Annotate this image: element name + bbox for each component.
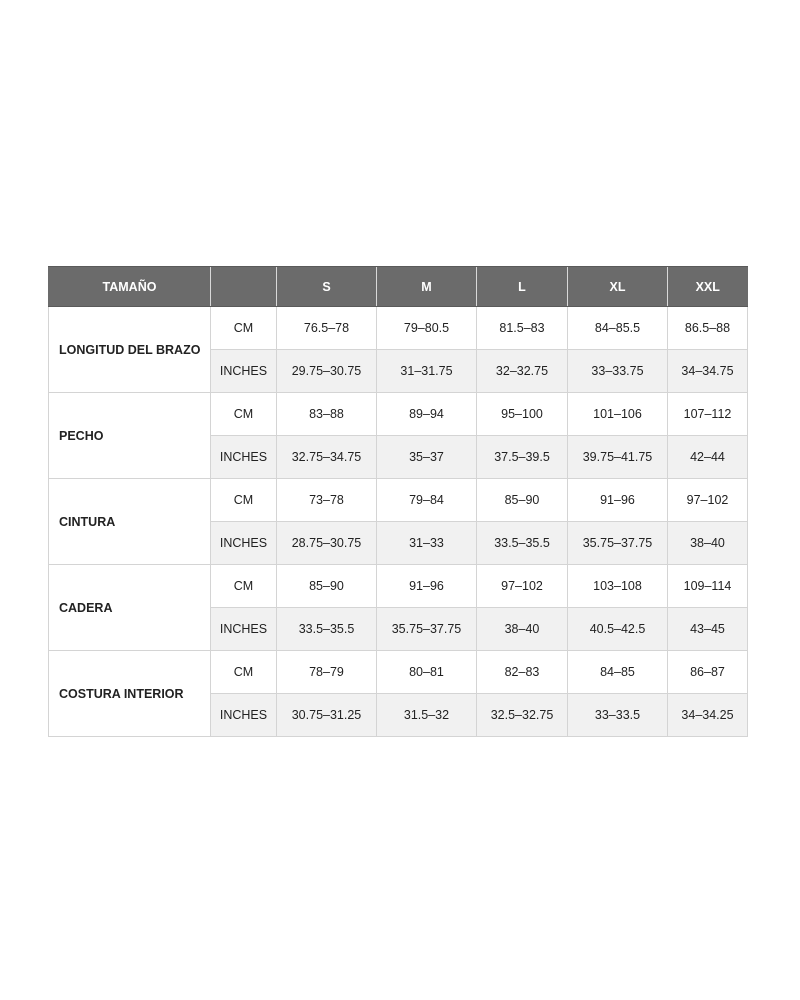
unit-label: CM bbox=[211, 565, 277, 608]
table-cell: 79–84 bbox=[377, 479, 477, 522]
header-row bbox=[49, 267, 748, 307]
table-cell: 86–87 bbox=[668, 651, 748, 694]
table-row bbox=[49, 393, 748, 436]
table-cell: 76.5–78 bbox=[277, 307, 377, 350]
table-cell: 79–80.5 bbox=[377, 307, 477, 350]
table-cell: 101–106 bbox=[568, 393, 668, 436]
table-cell: 33.5–35.5 bbox=[277, 608, 377, 651]
table-cell: 85–90 bbox=[277, 565, 377, 608]
table-cell: 32.75–34.75 bbox=[277, 436, 377, 479]
table-cell: 73–78 bbox=[277, 479, 377, 522]
table-cell: 29.75–30.75 bbox=[277, 350, 377, 393]
table-cell: 40.5–42.5 bbox=[568, 608, 668, 651]
unit-label: CM bbox=[211, 307, 277, 350]
table-row bbox=[49, 565, 748, 608]
table-cell: 35–37 bbox=[377, 436, 477, 479]
unit-label: INCHES bbox=[211, 436, 277, 479]
measurement-label: CINTURA bbox=[49, 479, 211, 565]
table-cell: 80–81 bbox=[377, 651, 477, 694]
measurement-label: PECHO bbox=[49, 393, 211, 479]
header-size-xxl: XXL bbox=[668, 267, 748, 307]
table-cell: 85–90 bbox=[477, 479, 568, 522]
table-cell: 37.5–39.5 bbox=[477, 436, 568, 479]
table-cell: 95–100 bbox=[477, 393, 568, 436]
unit-label: CM bbox=[211, 651, 277, 694]
table-cell: 33–33.75 bbox=[568, 350, 668, 393]
unit-label: INCHES bbox=[211, 522, 277, 565]
table-cell: 84–85 bbox=[568, 651, 668, 694]
table-cell: 34–34.25 bbox=[668, 694, 748, 737]
table-cell: 42–44 bbox=[668, 436, 748, 479]
table-cell: 97–102 bbox=[477, 565, 568, 608]
unit-label: CM bbox=[211, 479, 277, 522]
table-cell: 82–83 bbox=[477, 651, 568, 694]
table-body bbox=[49, 307, 748, 737]
table-cell: 38–40 bbox=[477, 608, 568, 651]
measurement-label: LONGITUD DEL BRAZO bbox=[49, 307, 211, 393]
table-row bbox=[49, 651, 748, 694]
table-cell: 28.75–30.75 bbox=[277, 522, 377, 565]
unit-label: CM bbox=[211, 393, 277, 436]
table-cell: 109–114 bbox=[668, 565, 748, 608]
table-cell: 86.5–88 bbox=[668, 307, 748, 350]
header-size-label: TAMAÑO bbox=[49, 267, 211, 307]
table-cell: 31–33 bbox=[377, 522, 477, 565]
table-header bbox=[49, 267, 748, 307]
table-cell: 35.75–37.75 bbox=[377, 608, 477, 651]
table-cell: 32.5–32.75 bbox=[477, 694, 568, 737]
table-cell: 43–45 bbox=[668, 608, 748, 651]
table-cell: 31.5–32 bbox=[377, 694, 477, 737]
table-cell: 33–33.5 bbox=[568, 694, 668, 737]
table-cell: 34–34.75 bbox=[668, 350, 748, 393]
table-cell: 39.75–41.75 bbox=[568, 436, 668, 479]
header-size-xl: XL bbox=[568, 267, 668, 307]
unit-label: INCHES bbox=[211, 608, 277, 651]
header-size-s: S bbox=[277, 267, 377, 307]
table-cell: 97–102 bbox=[668, 479, 748, 522]
table-cell: 35.75–37.75 bbox=[568, 522, 668, 565]
unit-label: INCHES bbox=[211, 350, 277, 393]
table-cell: 107–112 bbox=[668, 393, 748, 436]
table-cell: 91–96 bbox=[377, 565, 477, 608]
table-cell: 38–40 bbox=[668, 522, 748, 565]
table-cell: 89–94 bbox=[377, 393, 477, 436]
header-unit-label bbox=[211, 267, 277, 307]
table-row bbox=[49, 479, 748, 522]
table-cell: 83–88 bbox=[277, 393, 377, 436]
table-cell: 91–96 bbox=[568, 479, 668, 522]
table-cell: 33.5–35.5 bbox=[477, 522, 568, 565]
table-cell: 30.75–31.25 bbox=[277, 694, 377, 737]
table-cell: 84–85.5 bbox=[568, 307, 668, 350]
measurement-label: CADERA bbox=[49, 565, 211, 651]
table-cell: 78–79 bbox=[277, 651, 377, 694]
size-chart-table bbox=[48, 266, 748, 737]
table-row bbox=[49, 307, 748, 350]
table-cell: 32–32.75 bbox=[477, 350, 568, 393]
header-size-l: L bbox=[477, 267, 568, 307]
table-cell: 31–31.75 bbox=[377, 350, 477, 393]
measurement-label: COSTURA INTERIOR bbox=[49, 651, 211, 737]
table-cell: 81.5–83 bbox=[477, 307, 568, 350]
table-cell: 103–108 bbox=[568, 565, 668, 608]
header-size-m: M bbox=[377, 267, 477, 307]
unit-label: INCHES bbox=[211, 694, 277, 737]
